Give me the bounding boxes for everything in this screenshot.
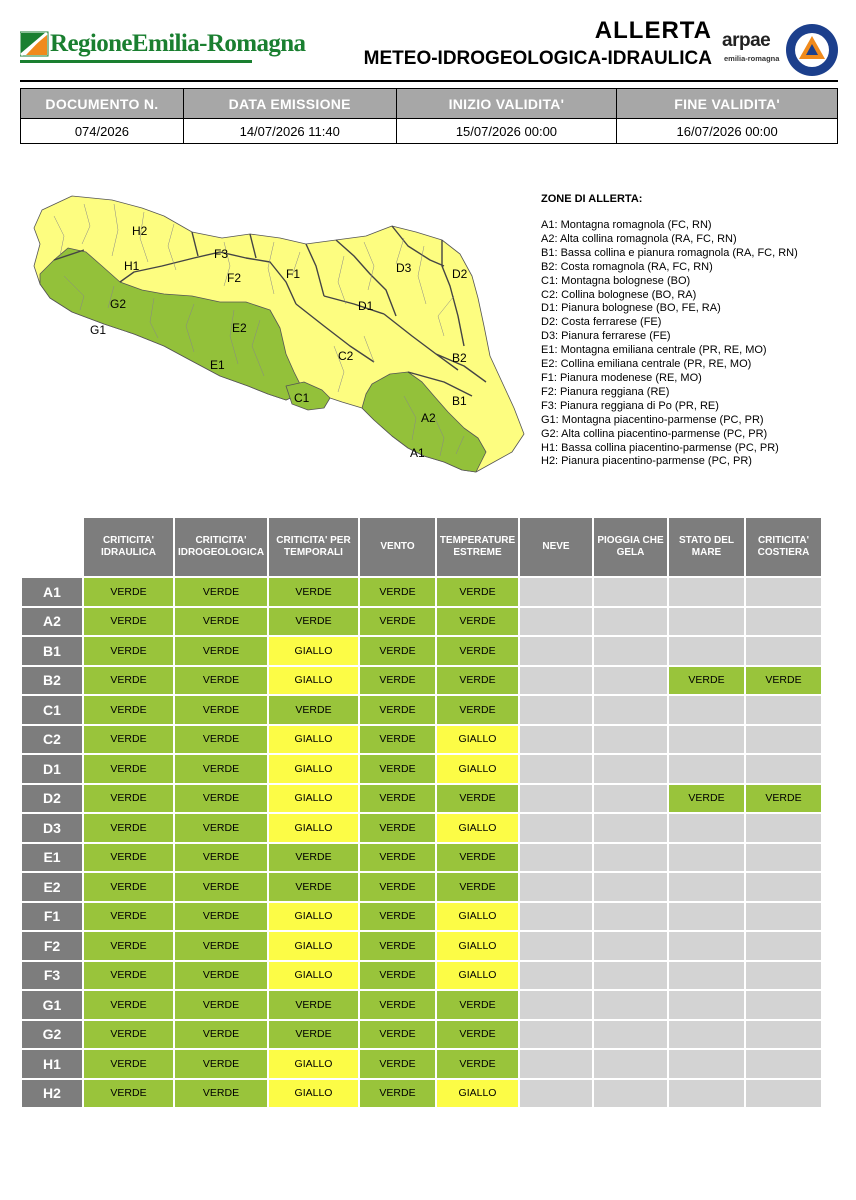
legend-item: G2: Alta collina piacentino-parmense (PC, PR) (541, 427, 768, 440)
map-label-b1: B1 (452, 394, 467, 408)
alert-empty-cell (594, 726, 667, 754)
alert-row-f1 (22, 903, 821, 931)
map-label-e2: E2 (232, 321, 247, 335)
alert-row-g1 (22, 991, 821, 1019)
alert-level-cell: GIALLO (269, 637, 358, 665)
alert-level-cell: VERDE (360, 696, 435, 724)
legend-item: F3: Pianura reggiana di Po (PR, RE) (541, 399, 719, 412)
alert-empty-cell (520, 932, 592, 960)
map-label-d3: D3 (396, 261, 412, 275)
alert-level-cell: VERDE (360, 785, 435, 813)
alert-empty-cell (520, 903, 592, 931)
arpae-logo (722, 30, 782, 70)
alert-column-header: CRITICITA' COSTIERA (746, 518, 821, 576)
alert-level-cell: VERDE (269, 578, 358, 606)
legend-item: F2: Pianura reggiana (RE) (541, 385, 670, 398)
alert-level-cell: GIALLO (269, 1080, 358, 1108)
alert-level-cell: VERDE (175, 814, 267, 842)
alert-empty-cell (669, 755, 744, 783)
legend-item: C1: Montagna bolognese (BO) (541, 274, 691, 287)
alert-level-cell: VERDE (360, 962, 435, 990)
alert-level-cell: VERDE (175, 608, 267, 636)
alert-empty-cell (594, 785, 667, 813)
arpae-name: arpae (722, 30, 771, 51)
alert-level-cell: VERDE (437, 667, 518, 695)
alert-level-cell: VERDE (84, 962, 173, 990)
alert-level-cell: VERDE (269, 873, 358, 901)
alert-level-cell: VERDE (84, 844, 173, 872)
alert-column-header: CRITICITA' IDROGEOLOGICA (175, 518, 267, 576)
doc-number-header: DOCUMENTO N. (21, 89, 184, 119)
map-label-b2: B2 (452, 351, 467, 365)
alert-empty-cell (520, 785, 592, 813)
alert-level-cell: VERDE (360, 637, 435, 665)
alert-level-cell: VERDE (360, 903, 435, 931)
header-divider (20, 80, 838, 82)
brand-name: RegioneEmilia-Romagna (50, 30, 306, 57)
alert-empty-cell (594, 608, 667, 636)
alert-empty-cell (594, 1080, 667, 1108)
alert-level-cell: GIALLO (437, 814, 518, 842)
civil-protection-seal-icon (784, 22, 840, 78)
alert-level-cell: VERDE (175, 696, 267, 724)
legend-item: D1: Pianura bolognese (BO, FE, RA) (541, 302, 721, 315)
alert-row-a2 (22, 608, 821, 636)
alert-empty-cell (746, 844, 821, 872)
alert-level-cell: VERDE (175, 1080, 267, 1108)
alert-empty-cell (520, 1021, 592, 1049)
alert-empty-cell (520, 844, 592, 872)
alert-column-header: CRITICITA' PER TEMPORALI (269, 518, 358, 576)
alert-level-cell: VERDE (437, 785, 518, 813)
alert-level-cell: VERDE (84, 667, 173, 695)
zone-code: F1 (22, 903, 82, 931)
legend-item: B2: Costa romagnola (RA, FC, RN) (541, 260, 713, 273)
legend-item: D2: Costa ferrarese (FE) (541, 316, 662, 329)
alert-column-header: VENTO (360, 518, 435, 576)
zone-code: D2 (22, 785, 82, 813)
map-label-g1: G1 (90, 323, 107, 337)
alert-empty-cell (746, 608, 821, 636)
alert-empty-cell (746, 578, 821, 606)
region-flag-icon (20, 30, 50, 58)
alert-row-g2 (22, 1021, 821, 1049)
alert-empty-cell (594, 991, 667, 1019)
alert-level-cell: VERDE (84, 696, 173, 724)
alert-empty-cell (520, 696, 592, 724)
alert-level-cell: VERDE (437, 844, 518, 872)
alert-level-cell: VERDE (84, 785, 173, 813)
zone-code: B1 (22, 637, 82, 665)
alert-empty-cell (746, 1021, 821, 1049)
map-label-f3: F3 (214, 247, 229, 261)
document-info-table (20, 88, 838, 144)
alert-level-cell: VERDE (360, 1050, 435, 1078)
alert-level-cell: VERDE (175, 1021, 267, 1049)
alert-empty-cell (669, 726, 744, 754)
alert-row-d3 (22, 814, 821, 842)
alert-empty-cell (520, 1080, 592, 1108)
alert-level-cell: VERDE (437, 637, 518, 665)
alert-column-header: TEMPERATURE ESTREME (437, 518, 518, 576)
document-info-header-row (21, 89, 838, 119)
brand-underline (20, 60, 252, 63)
alert-level-cell: GIALLO (269, 962, 358, 990)
alert-level-cell: VERDE (669, 785, 744, 813)
alert-table-body (22, 578, 821, 1107)
alert-level-cell: VERDE (175, 726, 267, 754)
map-zone-shapes (34, 196, 524, 472)
alert-empty-cell (520, 991, 592, 1019)
legend-item: B1: Bassa collina e pianura romagnola (RA, FC, RN) (541, 246, 798, 259)
alert-empty-cell (594, 932, 667, 960)
alert-empty-cell (669, 932, 744, 960)
alert-empty-cell (669, 962, 744, 990)
alert-empty-cell (746, 696, 821, 724)
map-label-g2: G2 (110, 297, 127, 311)
alert-empty-cell (669, 1021, 744, 1049)
zone-code: H2 (22, 1080, 82, 1108)
valid-to-header: FINE VALIDITA' (617, 89, 838, 119)
alert-empty-cell (669, 903, 744, 931)
alert-empty-cell (594, 667, 667, 695)
alert-row-e2 (22, 873, 821, 901)
valid-from-value: 15/07/2026 00:00 (396, 119, 617, 144)
legend-list (541, 219, 841, 469)
zone-code: A1 (22, 578, 82, 606)
alert-empty-cell (746, 1080, 821, 1108)
alert-level-cell: GIALLO (437, 932, 518, 960)
legend-item: D3: Pianura ferrarese (FE) (541, 330, 671, 343)
alert-empty-cell (669, 637, 744, 665)
doc-number-value: 074/2026 (21, 119, 184, 144)
alert-empty-cell (669, 696, 744, 724)
alert-empty-cell (746, 637, 821, 665)
alert-level-cell: VERDE (84, 1080, 173, 1108)
zone-code: E1 (22, 844, 82, 872)
alert-level-cell: GIALLO (437, 1080, 518, 1108)
alert-empty-cell (520, 814, 592, 842)
alert-level-cell: VERDE (437, 608, 518, 636)
zone-code: C2 (22, 726, 82, 754)
page-subtitle: METEO-IDROGEOLOGICA-IDRAULICA (363, 48, 712, 69)
alert-level-cell: GIALLO (437, 903, 518, 931)
alert-empty-cell (594, 696, 667, 724)
legend-item: H1: Bassa collina piacentino-parmense (PC, PR) (541, 441, 779, 454)
alert-level-cell: VERDE (746, 667, 821, 695)
alert-empty-cell (746, 1050, 821, 1078)
alert-level-cell: GIALLO (437, 755, 518, 783)
alert-level-cell: VERDE (437, 1021, 518, 1049)
zone-code: F3 (22, 962, 82, 990)
document-info-value-row (21, 119, 838, 144)
alert-empty-cell (746, 932, 821, 960)
alert-level-cell: GIALLO (269, 903, 358, 931)
alert-level-cell: VERDE (269, 1021, 358, 1049)
alert-level-cell: VERDE (84, 755, 173, 783)
alert-level-cell: VERDE (360, 932, 435, 960)
alert-empty-cell (669, 608, 744, 636)
alert-level-cell: VERDE (175, 1050, 267, 1078)
zone-code: D1 (22, 755, 82, 783)
map-label-c1: C1 (294, 391, 310, 405)
legend-item: E1: Montagna emiliana centrale (PR, RE, MO) (541, 344, 767, 357)
alert-column-header: PIOGGIA CHE GELA (594, 518, 667, 576)
alert-row-e1 (22, 844, 821, 872)
alert-level-cell: VERDE (437, 991, 518, 1019)
alert-empty-cell (594, 962, 667, 990)
zone-code: G1 (22, 991, 82, 1019)
alert-empty-cell (746, 814, 821, 842)
alert-level-cell: VERDE (269, 844, 358, 872)
zone-legend (541, 193, 841, 469)
alert-level-cell: GIALLO (269, 785, 358, 813)
legend-title: ZONE DI ALLERTA: (541, 193, 643, 205)
map-label-h1: H1 (124, 259, 140, 273)
regione-emilia-romagna-logo (20, 28, 306, 62)
alert-row-d1 (22, 755, 821, 783)
map-label-f1: F1 (286, 267, 301, 281)
alert-empty-cell (594, 844, 667, 872)
alert-empty-cell (520, 637, 592, 665)
alert-header-row (22, 518, 821, 576)
alert-row-b2 (22, 667, 821, 695)
alert-empty-cell (520, 578, 592, 606)
alert-level-cell: VERDE (437, 696, 518, 724)
map-label-h2: H2 (132, 224, 148, 238)
alert-empty-cell (594, 814, 667, 842)
alert-level-cell: VERDE (84, 726, 173, 754)
map-label-f2: F2 (227, 271, 242, 285)
legend-item: G1: Montagna piacentino-parmense (PC, PR) (541, 413, 764, 426)
alert-empty-cell (594, 1021, 667, 1049)
zone-code: E2 (22, 873, 82, 901)
alert-level-cell: VERDE (360, 844, 435, 872)
alert-level-cell: GIALLO (269, 755, 358, 783)
alert-level-cell: VERDE (84, 903, 173, 931)
issue-date-header: DATA EMISSIONE (183, 89, 396, 119)
alert-level-cell: VERDE (175, 785, 267, 813)
alert-level-cell: VERDE (360, 1021, 435, 1049)
alert-row-h1 (22, 1050, 821, 1078)
alert-empty-cell (746, 726, 821, 754)
alert-row-f3 (22, 962, 821, 990)
alert-level-cell: VERDE (175, 873, 267, 901)
alert-level-cell: VERDE (175, 578, 267, 606)
alert-level-cell: VERDE (175, 667, 267, 695)
alert-level-cell: VERDE (437, 1050, 518, 1078)
page-title: ALLERTA (594, 17, 712, 44)
alert-level-cell: VERDE (360, 726, 435, 754)
alert-level-cell: GIALLO (269, 814, 358, 842)
legend-item: F1: Pianura modenese (RE, MO) (541, 371, 702, 384)
map-label-a2: A2 (421, 411, 436, 425)
alert-empty-cell (520, 755, 592, 783)
alert-level-cell: VERDE (269, 608, 358, 636)
zone-code: F2 (22, 932, 82, 960)
alert-empty-cell (594, 578, 667, 606)
alert-column-header: NEVE (520, 518, 592, 576)
alert-level-cell: VERDE (269, 696, 358, 724)
alert-level-cell: VERDE (360, 1080, 435, 1108)
alert-empty-cell (594, 873, 667, 901)
alert-level-cell: VERDE (84, 1050, 173, 1078)
legend-item: A2: Alta collina romagnola (RA, FC, RN) (541, 232, 737, 245)
zone-code: H1 (22, 1050, 82, 1078)
alert-level-cell: VERDE (84, 873, 173, 901)
alert-empty-cell (669, 578, 744, 606)
alert-level-cell: VERDE (360, 608, 435, 636)
map-label-a1: A1 (410, 446, 425, 460)
alert-empty-cell (594, 637, 667, 665)
alert-level-cell: GIALLO (269, 1050, 358, 1078)
alert-row-c1 (22, 696, 821, 724)
alert-level-cell: VERDE (175, 932, 267, 960)
zone-code: B2 (22, 667, 82, 695)
alert-level-cell: VERDE (175, 962, 267, 990)
alert-level-cell: VERDE (360, 814, 435, 842)
alert-level-cell: GIALLO (269, 932, 358, 960)
alert-empty-cell (520, 608, 592, 636)
alert-level-cell: VERDE (360, 667, 435, 695)
alert-empty-cell (594, 1050, 667, 1078)
alert-row-d2 (22, 785, 821, 813)
legend-item: E2: Collina emiliana centrale (PR, RE, MO) (541, 358, 752, 371)
map-label-e1: E1 (210, 358, 225, 372)
alert-empty-cell (520, 667, 592, 695)
alert-empty-cell (669, 991, 744, 1019)
alert-level-cell: VERDE (84, 932, 173, 960)
alert-level-cell: VERDE (84, 814, 173, 842)
valid-from-header: INIZIO VALIDITA' (396, 89, 617, 119)
alert-header-blank (22, 518, 82, 576)
alert-level-cell: VERDE (175, 991, 267, 1019)
alert-level-cell: VERDE (175, 755, 267, 783)
alert-level-cell: GIALLO (437, 726, 518, 754)
alert-empty-cell (669, 1050, 744, 1078)
legend-item: A1: Montagna romagnola (FC, RN) (541, 219, 712, 231)
alert-empty-cell (669, 1080, 744, 1108)
legend-item: C2: Collina bolognese (BO, RA) (541, 288, 697, 301)
alert-level-cell: VERDE (360, 755, 435, 783)
alert-level-cell: VERDE (746, 785, 821, 813)
zone-code: D3 (22, 814, 82, 842)
legend-item: H2: Pianura piacentino-parmense (PC, PR) (541, 455, 752, 468)
alert-empty-cell (520, 1050, 592, 1078)
alert-empty-cell (669, 873, 744, 901)
alert-column-header: CRITICITA' IDRAULICA (84, 518, 173, 576)
alert-level-cell: VERDE (84, 578, 173, 606)
alert-level-cell: VERDE (84, 637, 173, 665)
alert-level-cell: GIALLO (269, 667, 358, 695)
alert-empty-cell (746, 991, 821, 1019)
alert-empty-cell (746, 873, 821, 901)
map-label-d2: D2 (452, 267, 468, 281)
alert-empty-cell (669, 814, 744, 842)
alert-level-cell: VERDE (84, 1021, 173, 1049)
alert-level-cell: VERDE (437, 578, 518, 606)
document-title-block (364, 16, 712, 72)
alert-level-cell: VERDE (360, 873, 435, 901)
alert-level-cell: VERDE (669, 667, 744, 695)
alert-empty-cell (746, 962, 821, 990)
alert-level-cell: GIALLO (269, 726, 358, 754)
alert-level-cell: VERDE (360, 991, 435, 1019)
issue-date-value: 14/07/2026 11:40 (183, 119, 396, 144)
alert-row-a1 (22, 578, 821, 606)
valid-to-value: 16/07/2026 00:00 (617, 119, 838, 144)
arpae-region: emilia-romagna (724, 54, 780, 63)
alert-empty-cell (520, 873, 592, 901)
alert-column-header: STATO DEL MARE (669, 518, 744, 576)
zone-code: C1 (22, 696, 82, 724)
alert-empty-cell (520, 726, 592, 754)
alert-empty-cell (520, 962, 592, 990)
zone-code: A2 (22, 608, 82, 636)
alert-empty-cell (669, 844, 744, 872)
alert-row-f2 (22, 932, 821, 960)
alert-level-cell: VERDE (437, 873, 518, 901)
alert-level-cell: VERDE (175, 844, 267, 872)
alert-zones-map (24, 186, 534, 486)
alert-empty-cell (746, 755, 821, 783)
map-label-d1: D1 (358, 299, 374, 313)
alert-level-cell: VERDE (84, 991, 173, 1019)
alert-empty-cell (594, 755, 667, 783)
map-label-c2: C2 (338, 349, 354, 363)
zone-code: G2 (22, 1021, 82, 1049)
alert-level-cell: VERDE (360, 578, 435, 606)
alert-level-cell: VERDE (175, 903, 267, 931)
alert-row-h2 (22, 1080, 821, 1108)
alert-empty-cell (746, 903, 821, 931)
alert-level-cell: VERDE (84, 608, 173, 636)
alert-row-b1 (22, 637, 821, 665)
alert-level-cell: GIALLO (437, 962, 518, 990)
alert-row-c2 (22, 726, 821, 754)
alert-level-cell: VERDE (269, 991, 358, 1019)
alert-levels-table (20, 516, 823, 1109)
alert-empty-cell (594, 903, 667, 931)
alert-level-cell: VERDE (175, 637, 267, 665)
